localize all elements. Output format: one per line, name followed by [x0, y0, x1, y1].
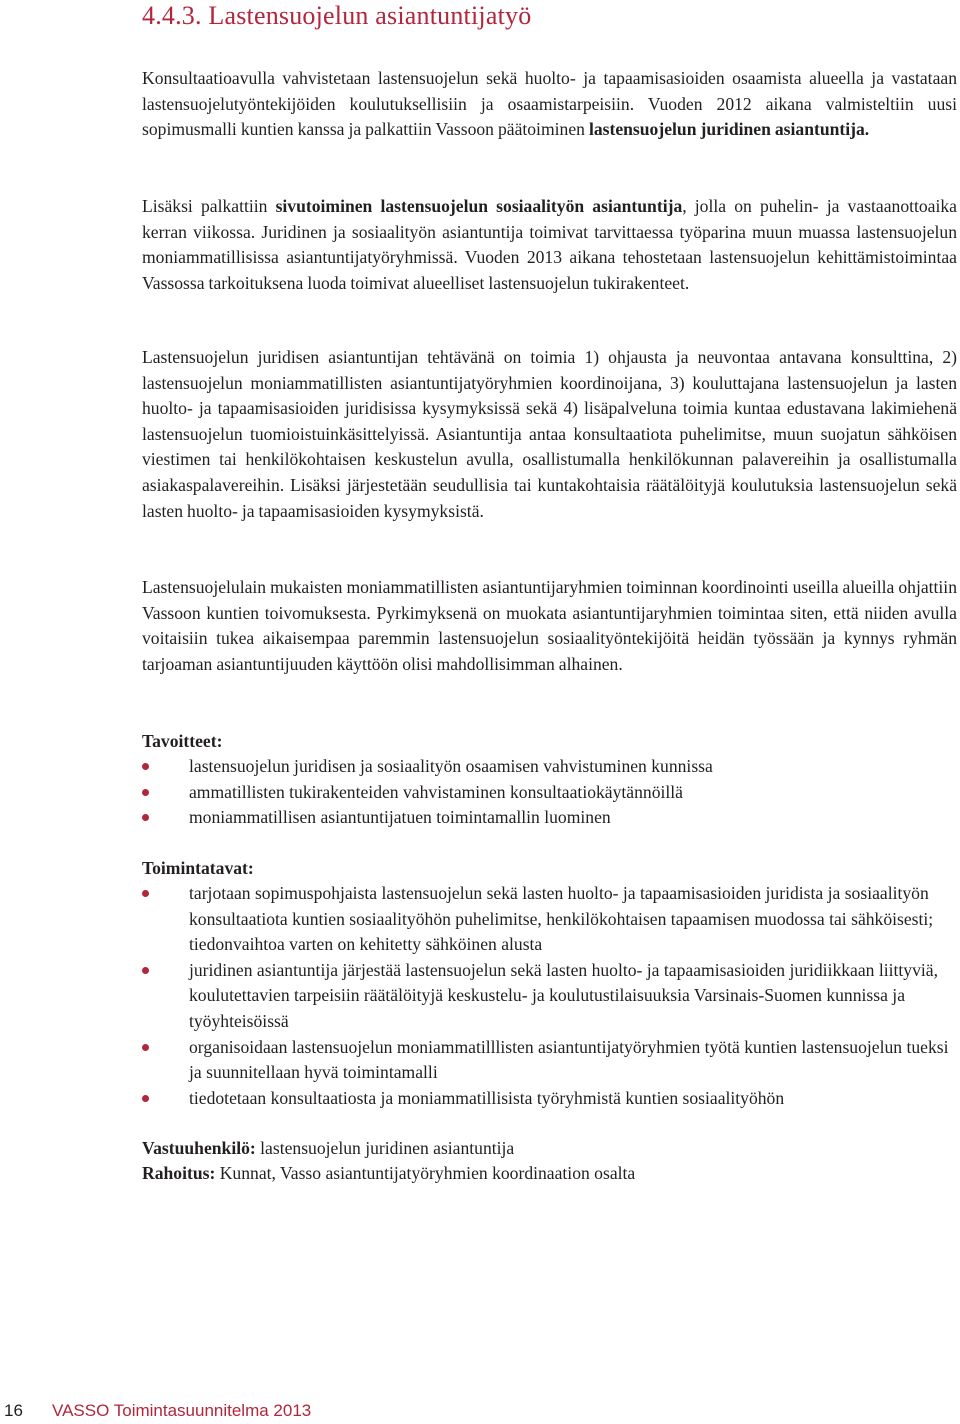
page-footer	[4, 1400, 311, 1422]
paragraph-social-work-bold: sivutoiminen lastensuojelun sosiaalityön asiantuntija	[275, 196, 683, 216]
responsible-label: Vastuuhenkilö:	[142, 1138, 256, 1158]
list-item-text: juridinen asiantuntija järjestää lastensuojelun sekä lasten huolto- ja tapaamisasioiden juridiikkaan liittyviä, koulutettavien tarpeisiin räätälöityjä keskustelu- ja koulutustilaisuuksia Varsinais-Suomen kunnissa ja työyhteisöissä	[189, 959, 938, 1031]
list-item	[142, 754, 957, 780]
document-title: VASSO Toimintasuunnitelma 2013	[52, 1401, 312, 1420]
bullet-icon	[142, 814, 149, 821]
list-item	[142, 958, 957, 1035]
paragraph-intro	[142, 66, 957, 143]
paragraph-legal-expert-tasks: Lastensuojelun juridisen asiantuntijan tehtävänä on toimia 1) ohjausta ja neuvontaa antavana konsulttina, 2) lastensuojelun moniammatillisten asiantuntijatyöryhmien koordinoijana, 3) kouluttajana lastensuojelun ja lasten huolto- ja tapaamisasioiden juridisissa kysymyksissä sekä 4) lisäpalveluna toimia kuntaa edustavana lakimiehenä lastensuojelun tuomioistuinkäsittelyissä. Asiantuntija antaa konsultaatiota puhelimitse, muun suojatun sähköisen viestimen tai henkilökohtaisen keskustelun avulla, osallistumalla henkilökunnan palavereihin ja osallistumalla asiakaspalavereihin. Lisäksi järjestetään seudullisia tai kuntakohtaisia räätälöityjä koulutuksia lastensuojelun sekä lasten huolto- ja tapaamisasioiden kysymyksistä.	[142, 347, 957, 521]
responsible-value: lastensuojelun juridinen asiantuntija	[255, 1138, 515, 1158]
funding	[142, 1161, 635, 1187]
paragraph-intro-bold: lastensuojelun juridinen asiantuntija.	[588, 119, 870, 140]
methods-list	[142, 881, 957, 1111]
section-heading: 4.4.3. Lastensuojelun asiantuntijatyö	[142, 1, 532, 30]
bullet-icon	[142, 1095, 149, 1102]
paragraph-expert-groups: Lastensuojelulain mukaisten moniammatillisten asiantuntijaryhmien toiminnan koordinointi useilla alueilla ohjattiin Vassoon kuntien toivomuksesta. Pyrkimyksenä on muokata asiantuntijaryhmien toimintaa siten, että niiden avulla voitaisiin tukea aikaisempaa paremmin lastensuojelun sosiaalityöntekijöitä heidän työssään ja kynnys ryhmän tarjoaman asiantuntijuuden käyttöön olisi mahdollisimman alhainen.	[142, 577, 957, 674]
list-item	[142, 881, 957, 958]
goals-label: Tavoitteet:	[142, 731, 223, 751]
goals-list	[142, 754, 957, 831]
paragraph-social-work-text-a: Lisäksi palkattiin	[142, 196, 276, 216]
page-number: 16	[4, 1401, 23, 1420]
responsible-person	[142, 1136, 514, 1162]
bullet-icon	[142, 763, 149, 770]
list-item-text: lastensuojelun juridisen ja sosiaalityön osaamisen vahvistuminen kunnissa	[189, 756, 713, 776]
list-item-text: organisoidaan lastensuojelun moniammatilllisten asiantuntijatyöryhmien työtä kuntien lastensuojelun tueksi ja suunnitellaan hyvä toimintamalli	[189, 1036, 949, 1083]
bullet-icon	[142, 1044, 149, 1051]
list-item-text: moniammatillisen asiantuntijatuen toimintamallin luominen	[189, 807, 611, 828]
methods-label: Toimintatavat:	[142, 858, 254, 878]
paragraph-intro-text: Konsultaatioavulla vahvistetaan lastensuojelun sekä huolto- ja tapaamisasioiden osaamista alueella ja vastataan lastensuojelutyöntekijöiden koulutuksellisiin ja osaamistarpeisiin. Vuoden 2012 aikana valmisteltiin uusi sopimusmalli kuntien kanssa ja palkattiin Vassoon päätoiminen	[142, 68, 957, 140]
list-item	[142, 1035, 957, 1086]
list-item-text: tarjotaan sopimuspohjaista lastensuojelun sekä lasten huolto- ja tapaamisasioiden juridista ja sosiaalityön konsultaatiota kuntien sosiaalityöhön puhelimitse, henkilökohtaisen tapaamisen muodossa tai sähköisesti; tiedonvaihtoa varten on kehitetty sähköinen alusta	[189, 883, 934, 955]
paragraph-social-work	[142, 194, 957, 296]
funding-value: Kunnat, Vasso asiantuntijatyöryhmien koordinaation osalta	[215, 1163, 636, 1183]
bullet-icon	[142, 890, 149, 897]
list-item-text: ammatillisten tukirakenteiden vahvistaminen konsultaatiokäytännöillä	[189, 781, 683, 802]
list-item-text: tiedotetaan konsultaatiosta ja moniammatillisista työryhmistä kuntien sosiaalityöhön	[189, 1087, 785, 1108]
list-item	[142, 780, 957, 806]
list-item	[142, 805, 957, 831]
paragraph-social-work-text-b: , jolla on puhelin- ja vastaanottoaika kerran viikossa. Juridinen ja sosiaalityön asiantuntija toimivat tarvittaessa työparina muun muassa lastensuojelun moniammatillisissa asiantuntijatyöryhmissä. Vuoden 2013 aikana tehostetaan lastensuojelun kehittämistoimintaa Vassossa tarkoituksena luoda toimivat alueelliset lastensuojelun tukirakenteet.	[142, 196, 957, 293]
bullet-icon	[142, 967, 149, 974]
list-item	[142, 1086, 957, 1112]
bullet-icon	[142, 789, 149, 796]
funding-label: Rahoitus:	[142, 1163, 216, 1183]
